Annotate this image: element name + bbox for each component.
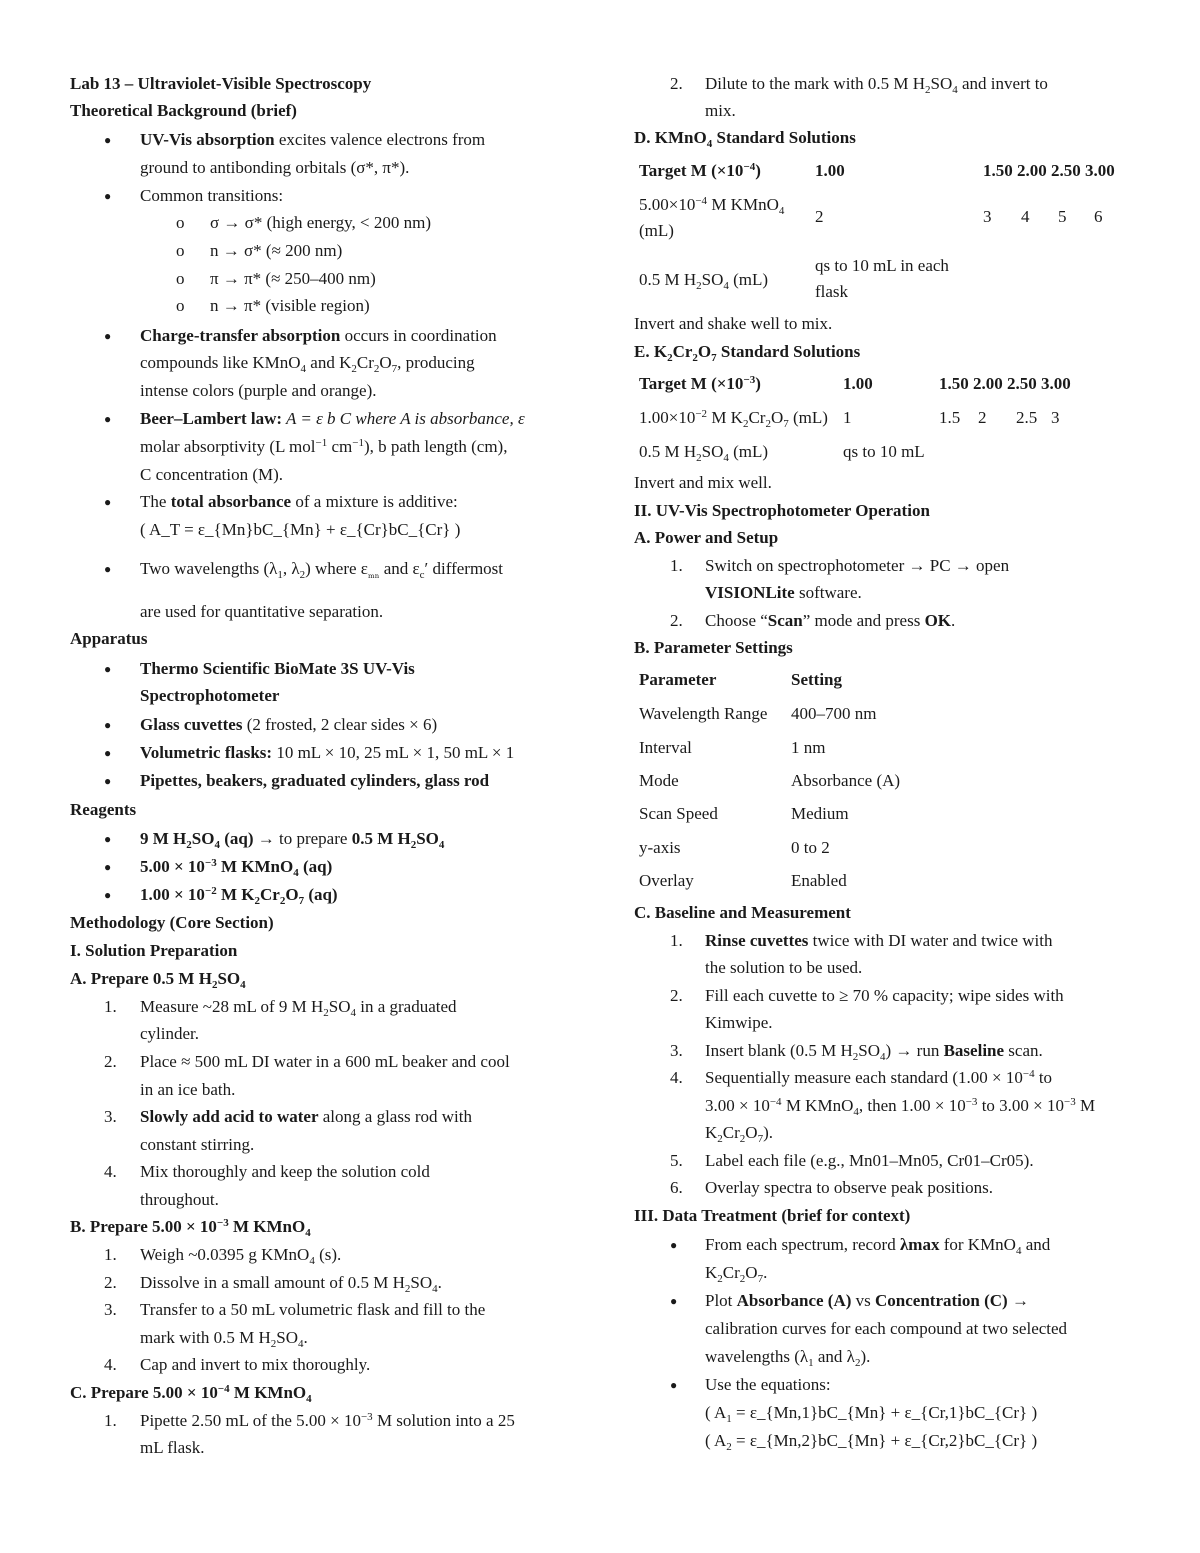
step-b3: Transfer to a 50 mL volumetric flask and fill to the [140,1300,486,1319]
baseline-step-4-line2: $3.00 \times 10^{-4}$ M KMnO$_4$, then $1.00 \times 10^{-3}$ to $3.00 \times 10^{-3}$ M [705,1096,1096,1118]
step-number: 1. [670,931,683,950]
step-number: 6. [670,1178,683,1197]
section-d-heading: D. KMnO$_4$ Standard Solutions [634,128,856,150]
table-header-parameter: Parameter [639,670,717,689]
baseline-step-5: Label each file (e.g., Mn01–Mn05, Cr01–Cr05). [705,1151,1034,1170]
step-number: 1. [104,1245,117,1264]
section-a-heading: A. Prepare 0.5 M $H_2SO_4$ [70,969,246,991]
bullet-marker: ● [104,718,112,732]
theory-heading: Theoretical Background (brief) [70,101,297,120]
apparatus-item-cuvettes: Glass cuvettes (2 frosted, 2 clear sides × 6) [140,715,438,734]
beer-lambert-line2: molar absorptivity (L mol$^{-1}$ $cm^{-1}$), b path length (cm), [140,437,508,456]
reagent-sulfuric-acid: 9 M $H_2SO_4$ (aq) → to prepare 0.5 M $H_2SO_4$ [140,829,445,851]
table-cell: 2.5 [1016,408,1038,427]
section-c-heading: C. Prepare $5.00 \times 10^{-4}$ M KMnO$_4$ [70,1383,312,1405]
step-c2: Dilute to the mark with 0.5 M $H_2SO_4$ and invert to [705,74,1048,96]
table-cell: 1.5 [939,408,961,427]
bullet-marker: ● [104,189,112,203]
table-cell-line2: flask [815,282,849,301]
table-cell: qs to 10 mL in each [815,256,949,275]
transition-item: π → π* (≈ 250–400 nm) [210,269,376,288]
operation-heading: II. UV-Vis Spectrophotometer Operation [634,501,930,520]
equation-a2: ( $A_2$ = ε_{Mn,2}bC_{Mn} + ε_{Cr,2}bC_{Cr} ) [705,1431,1038,1453]
step-a2-line2: in an ice bath. [140,1080,236,1099]
sub-bullet-marker: o [176,213,185,232]
step-number: 4. [670,1068,683,1087]
step-a4: Mix thoroughly and keep the solution cold [140,1162,430,1181]
charge-transfer-item: Charge-transfer absorption occurs in coordination [140,326,497,345]
param-name: y-axis [639,838,681,857]
bullet-marker: ● [104,774,112,788]
step-number: 2. [104,1052,117,1071]
apparatus-item-spectrophotometer-line2: Spectrophotometer [140,686,280,705]
table-row-label: 0.5 M $H_2SO_4$ (mL) [639,270,769,292]
baseline-step-3: Insert blank (0.5 M $H_2SO_4$) → run Baseline scan. [705,1041,1043,1063]
table-header-value: 1.00 [843,374,873,393]
baseline-step-6: Overlay spectra to observe peak positions. [705,1178,993,1197]
param-name: Scan Speed [639,804,718,823]
transition-item: n → π* (visible region) [210,296,370,315]
param-value: 400–700 nm [791,704,877,723]
data-treatment-heading: III. Data Treatment (brief for context) [634,1206,911,1225]
two-wavelengths-line2: are used for quantitative separation. [140,602,384,621]
param-value: Enabled [791,871,847,890]
two-wavelengths-item: Two wavelengths ($\lambda_1$, $\lambda_2$) where $\varepsilon_{_{mn}}$ and $\varepsilon_c'$ differmost [140,559,504,581]
data-bullet-1: From each spectrum, record λmax for KMnO$_4$ and [705,1235,1051,1257]
section-d-note: Invert and shake well to mix. [634,314,833,333]
table-cell: qs to 10 mL [843,442,925,461]
baseline-step-1-line2: the solution to be used. [705,958,863,977]
data-bullet-2-line2: calibration curves for each compound at two selected [705,1319,1068,1338]
section-e-note: Invert and mix well. [634,473,772,492]
param-name: Overlay [639,871,694,890]
reagent-dichromate: $1.00 \times 10^{-2}$ M $K_2Cr_2O_7$ (aq) [140,885,338,907]
apparatus-heading: Apparatus [70,629,148,648]
power-step-1-line2: VISIONLite software. [705,583,862,602]
step-number: 1. [104,1411,117,1430]
step-a1: Measure ~28 mL of 9 M $H_2SO_4$ in a graduated [140,997,457,1019]
total-absorbance-equation: ( A_T = ε_{Mn}bC_{Mn} + ε_{Cr}bC_{Cr} ) [140,520,461,539]
table-cell: 4 [1021,207,1030,226]
step-b4: Cap and invert to mix thoroughly. [140,1355,371,1374]
section-b-heading: B. Prepare $5.00 \times 10^{-3}$ M KMnO$_4$ [70,1217,311,1239]
bullet-marker: ● [104,888,112,902]
apparatus-item-spectrophotometer: Thermo Scientific BioMate 3S UV-Vis [140,659,415,678]
table-cell: 3 [983,207,992,226]
bullet-marker: ● [104,133,112,147]
bullet-marker: ● [104,662,112,676]
table-header-target: Target M $(\times 10^{-3})$ [639,374,761,393]
section-e-heading: E. $K_2Cr_2O_7$ Standard Solutions [634,342,861,364]
bullet-marker: ● [104,412,112,426]
table-header-value: 1.00 [815,161,845,180]
param-name: Wavelength Range [639,704,768,723]
baseline-step-4: Sequentially measure each standard ($1.00 \times 10^{-4}$ to [705,1068,1053,1087]
beer-lambert-item: Beer–Lambert law: A = ε b C where A is absorbance, ε [140,409,525,428]
step-a2: Place ≈ 500 mL DI water in a 600 mL beaker and cool [140,1052,510,1071]
baseline-step-1: Rinse cuvettes twice with DI water and twice with [705,931,1053,950]
reagent-kmno4: $5.00 \times 10^{-3}$ M KMnO$_4$ (aq) [140,857,333,879]
bullet-marker: ● [104,562,112,576]
bullet-marker: ● [104,495,112,509]
param-value: 0 to 2 [791,838,830,857]
table-header-setting: Setting [791,670,842,689]
step-b2: Dissolve in a small amount of 0.5 M $H_2SO_4$. [140,1273,442,1295]
bullet-marker: ● [670,1294,678,1308]
table-cell: 5 [1058,207,1067,226]
table-cell: 2 [815,207,824,226]
table-row-label: 0.5 M $H_2SO_4$ (mL) [639,442,769,464]
bullet-marker: ● [104,860,112,874]
apparatus-item-flasks: Volumetric flasks: 10 mL × 10, 25 mL × 1, 50 mL × 1 [140,743,515,762]
charge-transfer-line2: compounds like KMnO$_4$ and $K_2Cr_2O_7$, producing [140,353,475,375]
transition-item: n → σ* (≈ 200 nm) [210,241,343,260]
power-step-2: Choose “Scan” mode and press OK. [705,611,956,630]
step-number: 4. [104,1162,117,1181]
bullet-marker: ● [670,1238,678,1252]
step-number: 4. [104,1355,117,1374]
charge-transfer-line3: intense colors (purple and orange). [140,381,377,400]
power-step-1: Switch on spectrophotometer → PC → open [705,556,1010,575]
step-a1-line2: cylinder. [140,1024,200,1043]
equation-a1: ( $A_1$ = ε_{Mn,1}bC_{Mn} + ε_{Cr,1}bC_{Cr} ) [705,1403,1038,1425]
param-value: Medium [791,804,849,823]
table-header-value: 1.50 2.00 2.50 3.00 [983,161,1115,180]
sub-bullet-marker: o [176,296,185,315]
param-value: 1 nm [791,738,826,757]
uvvis-item-line2: ground to antibonding orbitals (σ*, π*). [140,158,410,177]
step-b1: Weigh ~0.0395 g KMnO$_4$ (s). [140,1245,342,1267]
lab-title: Lab 13 – Ultraviolet-Visible Spectroscopy [70,74,372,93]
step-number: 3. [104,1107,117,1126]
table-cell: 3 [1051,408,1060,427]
table-header-target: Target M $(\times 10^{-4})$ [639,161,761,180]
param-name: Mode [639,771,679,790]
step-b3-line2: mark with 0.5 M $H_2SO_4$. [140,1328,308,1350]
param-value: Absorbance (A) [791,771,901,790]
bullet-marker: ● [104,746,112,760]
data-bullet-2: Plot Absorbance (A) vs Concentration (C) → [705,1291,1029,1310]
step-a3: Slowly add acid to water along a glass rod with [140,1107,472,1126]
step-number: 1. [104,997,117,1016]
table-row-label: $1.00\times 10^{-2}$ M $K_2Cr_2O_7$ (mL) [639,408,828,430]
data-bullet-3: Use the equations: [705,1375,831,1394]
table-header-value: 1.50 2.00 2.50 3.00 [939,374,1071,393]
table-row-label: $5.00\times 10^{-4}$ M KMnO$_4$ [639,195,785,217]
beer-lambert-line3: C concentration (M). [140,465,284,484]
baseline-step-2-line2: Kimwipe. [705,1013,773,1032]
apparatus-item-glassware: Pipettes, beakers, graduated cylinders, glass rod [140,771,490,790]
data-bullet-1-line2: $K_2Cr_2O_7$. [705,1263,768,1285]
common-transitions: Common transitions: [140,186,284,205]
step-c1: Pipette 2.50 mL of the $5.00 \times 10^{-3}$ M solution into a 25 [140,1411,515,1430]
reagents-heading: Reagents [70,800,137,819]
step-number: 3. [670,1041,683,1060]
step-a3-line2: constant stirring. [140,1135,255,1154]
table-row-label-line2: (mL) [639,221,674,240]
table-cell: 1 [843,408,852,427]
baseline-step-4-line3: $K_2Cr_2O_7$). [705,1123,773,1145]
transition-item: σ → σ* (high energy, < 200 nm) [210,213,432,232]
sub-bullet-marker: o [176,241,185,260]
table-cell: 2 [978,408,987,427]
step-number: 2. [670,611,683,630]
step-c2-line2: mix. [705,101,736,120]
step-a4-line2: throughout. [140,1190,219,1209]
power-setup-heading: A. Power and Setup [634,528,779,547]
baseline-heading: C. Baseline and Measurement [634,903,851,922]
step-number: 2. [104,1273,117,1292]
sub-bullet-marker: o [176,269,185,288]
step-number: 3. [104,1300,117,1319]
bullet-marker: ● [104,329,112,343]
step-number: 2. [670,74,683,93]
step-number: 1. [670,556,683,575]
table-cell: 6 [1094,207,1103,226]
methodology-heading: Methodology (Core Section) [70,913,274,932]
baseline-step-2: Fill each cuvette to ≥ 70 % capacity; wipe sides with [705,986,1064,1005]
data-bullet-2-line3: wavelengths ($\lambda_1$ and $\lambda_2$). [705,1347,871,1369]
step-number: 2. [670,986,683,1005]
step-number: 5. [670,1151,683,1170]
step-c1-line2: mL flask. [140,1438,205,1457]
parameter-settings-heading: B. Parameter Settings [634,638,793,657]
param-name: Interval [639,738,692,757]
solution-prep-heading: I. Solution Preparation [70,941,238,960]
bullet-marker: ● [104,832,112,846]
bullet-marker: ● [670,1378,678,1392]
total-absorbance-item: The total absorbance of a mixture is additive: [140,492,458,511]
uvvis-item: UV-Vis absorption excites valence electrons from [140,130,486,149]
